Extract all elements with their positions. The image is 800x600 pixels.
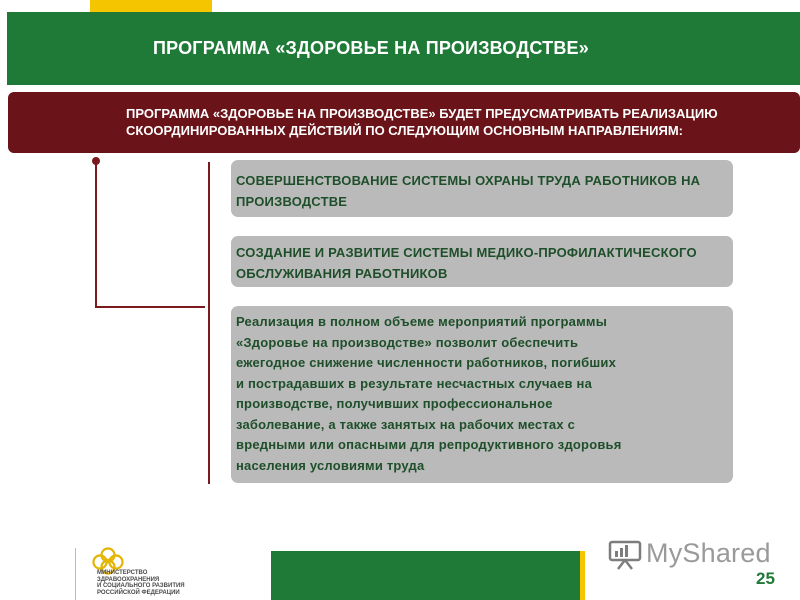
connector-line-right — [208, 162, 210, 484]
direction-box-1 — [231, 160, 733, 217]
outcome-line: Реализация в полном объеме мероприятий программы — [236, 314, 608, 329]
direction-2-line: СОЗДАНИЕ И РАЗВИТИЕ СИСТЕМЫ МЕДИКО-ПРОФИЛАКТИЧЕСКОГО — [236, 245, 697, 260]
ministry-line-3: И СОЦИАЛЬНОГО РАЗВИТИЯ — [97, 583, 185, 589]
outcome-line: «Здоровье на производстве» позволит обеспечить — [236, 334, 579, 350]
outcome-line: вредными или опасными для репродуктивного здоровья — [236, 437, 622, 452]
outcome-line: производстве, получивших профессиональное — [236, 396, 553, 411]
direction-box-2 — [231, 236, 733, 287]
outcome-box — [231, 306, 733, 483]
slide-title: ПРОГРАММА «ЗДОРОВЬЕ НА ПРОИЗВОДСТВЕ» — [153, 38, 589, 58]
outcome-line: и пострадавших в результате несчастных случаев на — [236, 375, 593, 391]
ministry-line-2: ЗДРАВООХРАНЕНИЯ — [97, 576, 160, 583]
footer-yellow-stripe — [580, 551, 585, 600]
outcome-line: населения условиями труда — [236, 457, 425, 473]
presentation-board-icon — [607, 539, 643, 571]
ministry-name — [97, 570, 227, 596]
direction-2-line: ОБСЛУЖИВАНИЯ РАБОТНИКОВ — [236, 266, 448, 281]
intro-band — [8, 92, 800, 153]
ministry-line-1: МИНИСТЕРСТВО — [97, 570, 148, 576]
connector-line-left — [95, 161, 97, 308]
intro-line-2: СКООРДИНИРОВАННЫХ ДЕЙСТВИЙ ПО СЛЕДУЮЩИМ ОСНОВНЫМ НАПРАВЛЕНИЯМ: — [126, 123, 684, 138]
intro-line-1: ПРОГРАММА «ЗДОРОВЬЕ НА ПРОИЗВОДСТВЕ» БУДЕТ ПРЕДУСМАТРИВАТЬ РЕАЛИЗАЦИЮ — [126, 106, 718, 121]
outcome-line: заболевание, а также занятых на рабочих местах с — [236, 416, 575, 432]
footer-green-block — [271, 551, 580, 600]
ministry-line-4: РОССИЙСКОЙ ФЕДЕРАЦИИ — [97, 589, 180, 596]
direction-1-line: ПРОИЗВОДСТВЕ — [236, 194, 348, 209]
direction-1-line: СОВЕРШЕНСТВОВАНИЕ СИСТЕМЫ ОХРАНЫ ТРУДА РАБОТНИКОВ НА — [236, 173, 701, 188]
connector-line-horizontal — [95, 306, 205, 308]
top-yellow-accent — [90, 0, 212, 12]
page-number: 25 — [756, 569, 775, 588]
outcome-line: ежегодное снижение численности работников, погибших — [236, 355, 617, 370]
watermark-text: MyShared — [646, 538, 771, 568]
footer-rule — [75, 548, 76, 600]
